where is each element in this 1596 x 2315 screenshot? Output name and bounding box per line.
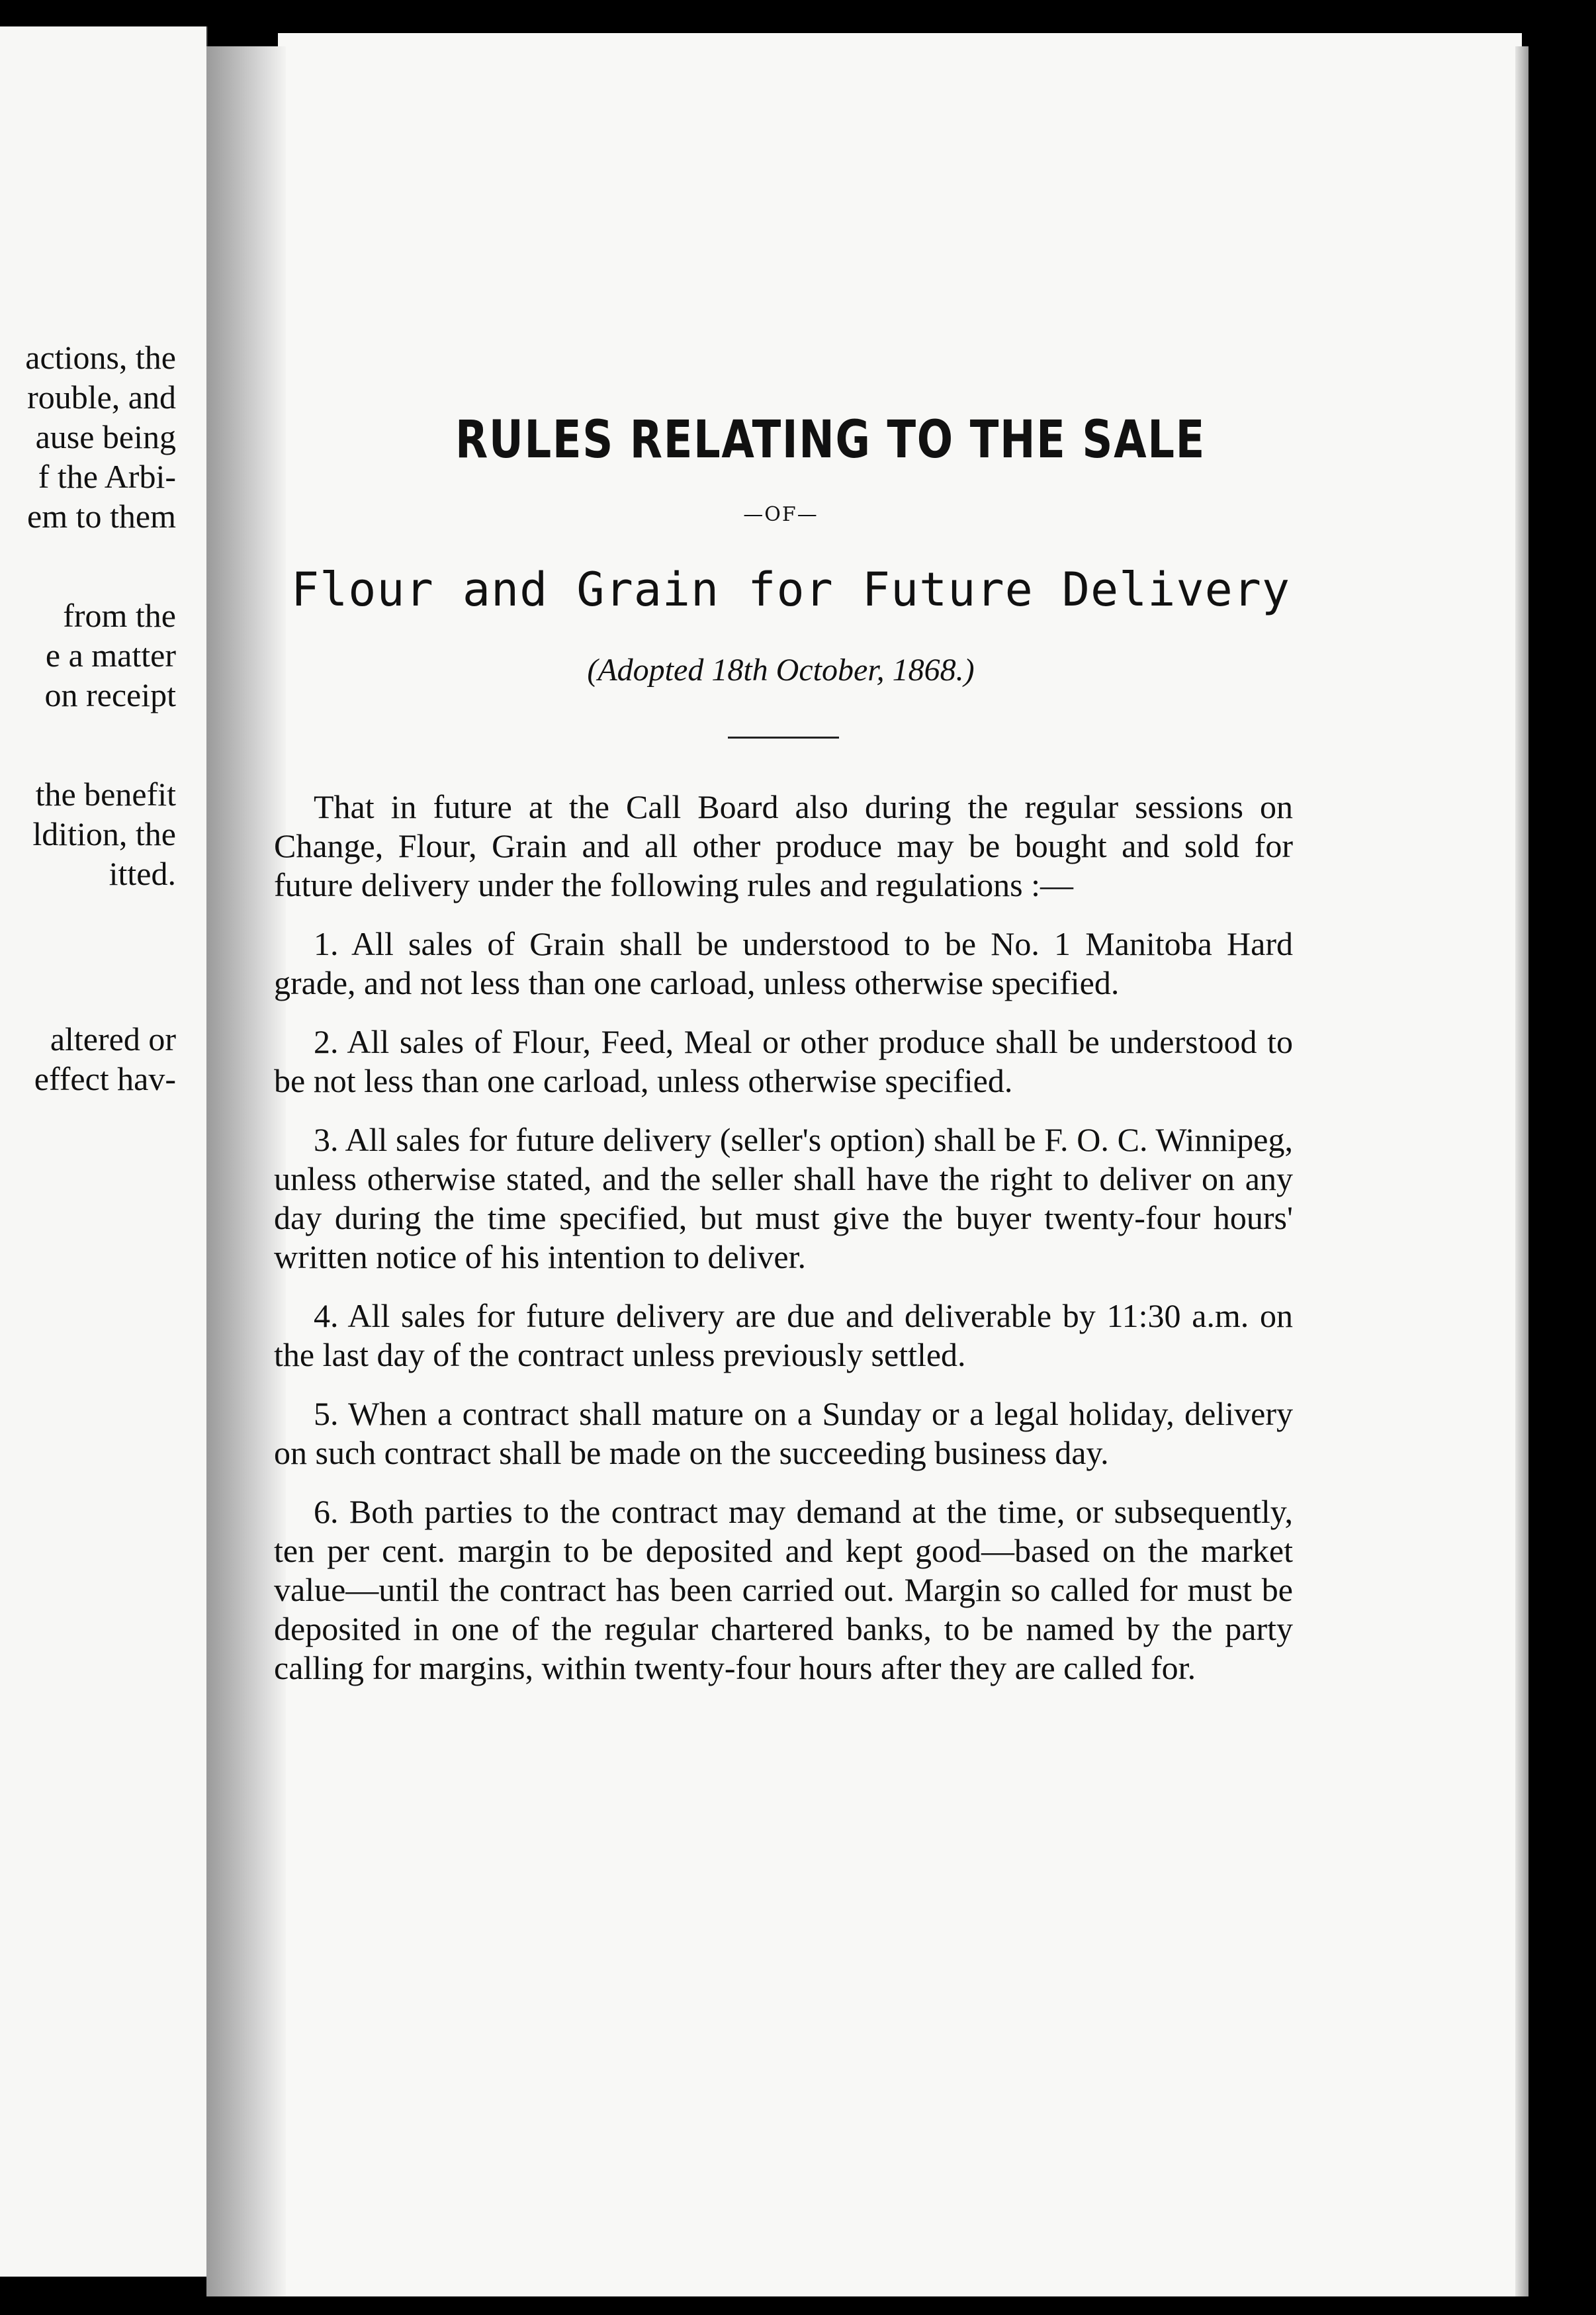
page-edge [1515, 46, 1529, 2296]
intro-paragraph: That in future at the Call Board also during the regular sessions on Change, Flour, Grain and all other produce may be bought and sold for future delivery under the following rules and regulations :— [274, 788, 1293, 903]
rule-paragraph: 4. All sales for future delivery are due and deliverable by 11:30 a.m. on the last day of the contract unless previously settled. [274, 1297, 1293, 1373]
rule-paragraph: 3. All sales for future delivery (seller's option) shall be F. O. C. Winnipeg, unless otherwise stated, and the seller shall have the right to deliver on any day during the time specified, but must give the buyer twenty-four hours' written notice of his intention to deliver. [274, 1121, 1293, 1275]
left-page-line: em to them [27, 498, 176, 535]
left-page-line: altered or [50, 1021, 176, 1058]
left-page-line: rouble, and [27, 379, 176, 416]
left-page-line: ldition, the [32, 815, 176, 852]
left-page-line: from the [63, 597, 176, 634]
left-page-line: on receipt [44, 676, 176, 713]
rule-paragraph: 2. All sales of Flour, Feed, Meal or other produce shall be understood to be not less than one carload, unless otherwise specified. [274, 1023, 1293, 1099]
document-title: RULES RELATING TO THE SALE [455, 410, 1206, 470]
left-page-line: effect hav- [34, 1060, 176, 1097]
left-page-line: itted. [109, 855, 176, 892]
rule-paragraph: 1. All sales of Grain shall be understood to be No. 1 Manitoba Hard grade, and not less than one carload, unless otherwise specified. [274, 925, 1293, 1001]
rule-paragraph: 5. When a contract shall mature on a Sunday or a legal holiday, delivery on such contract shall be made on the succeeding business day. [274, 1395, 1293, 1471]
left-page-line: the benefit [35, 776, 176, 813]
document-subtitle: Flour and Grain for Future Delivery [291, 563, 1291, 617]
left-page-line: actions, the [25, 339, 176, 376]
left-page-line: f the Arbi- [38, 458, 176, 495]
title-connector: —OF— [743, 503, 819, 526]
divider [728, 737, 839, 739]
left-page-line: ause being [35, 418, 176, 455]
rule-paragraph: 6. Both parties to the contract may demand at the time, or subsequently, ten per cent. margin to be deposited and kept good—based on the market value—until the contract has been carried out. Margin so called for must be deposited in one of the regular chartered banks, to be named by the party calling for margins, within twenty-four hours after they are called for. [274, 1493, 1293, 1686]
document-body [274, 788, 1293, 1707]
adoption-date: (Adopted 18th October, 1868.) [587, 653, 975, 688]
left-page-line: e a matter [45, 637, 176, 674]
previous-page [0, 26, 208, 2277]
